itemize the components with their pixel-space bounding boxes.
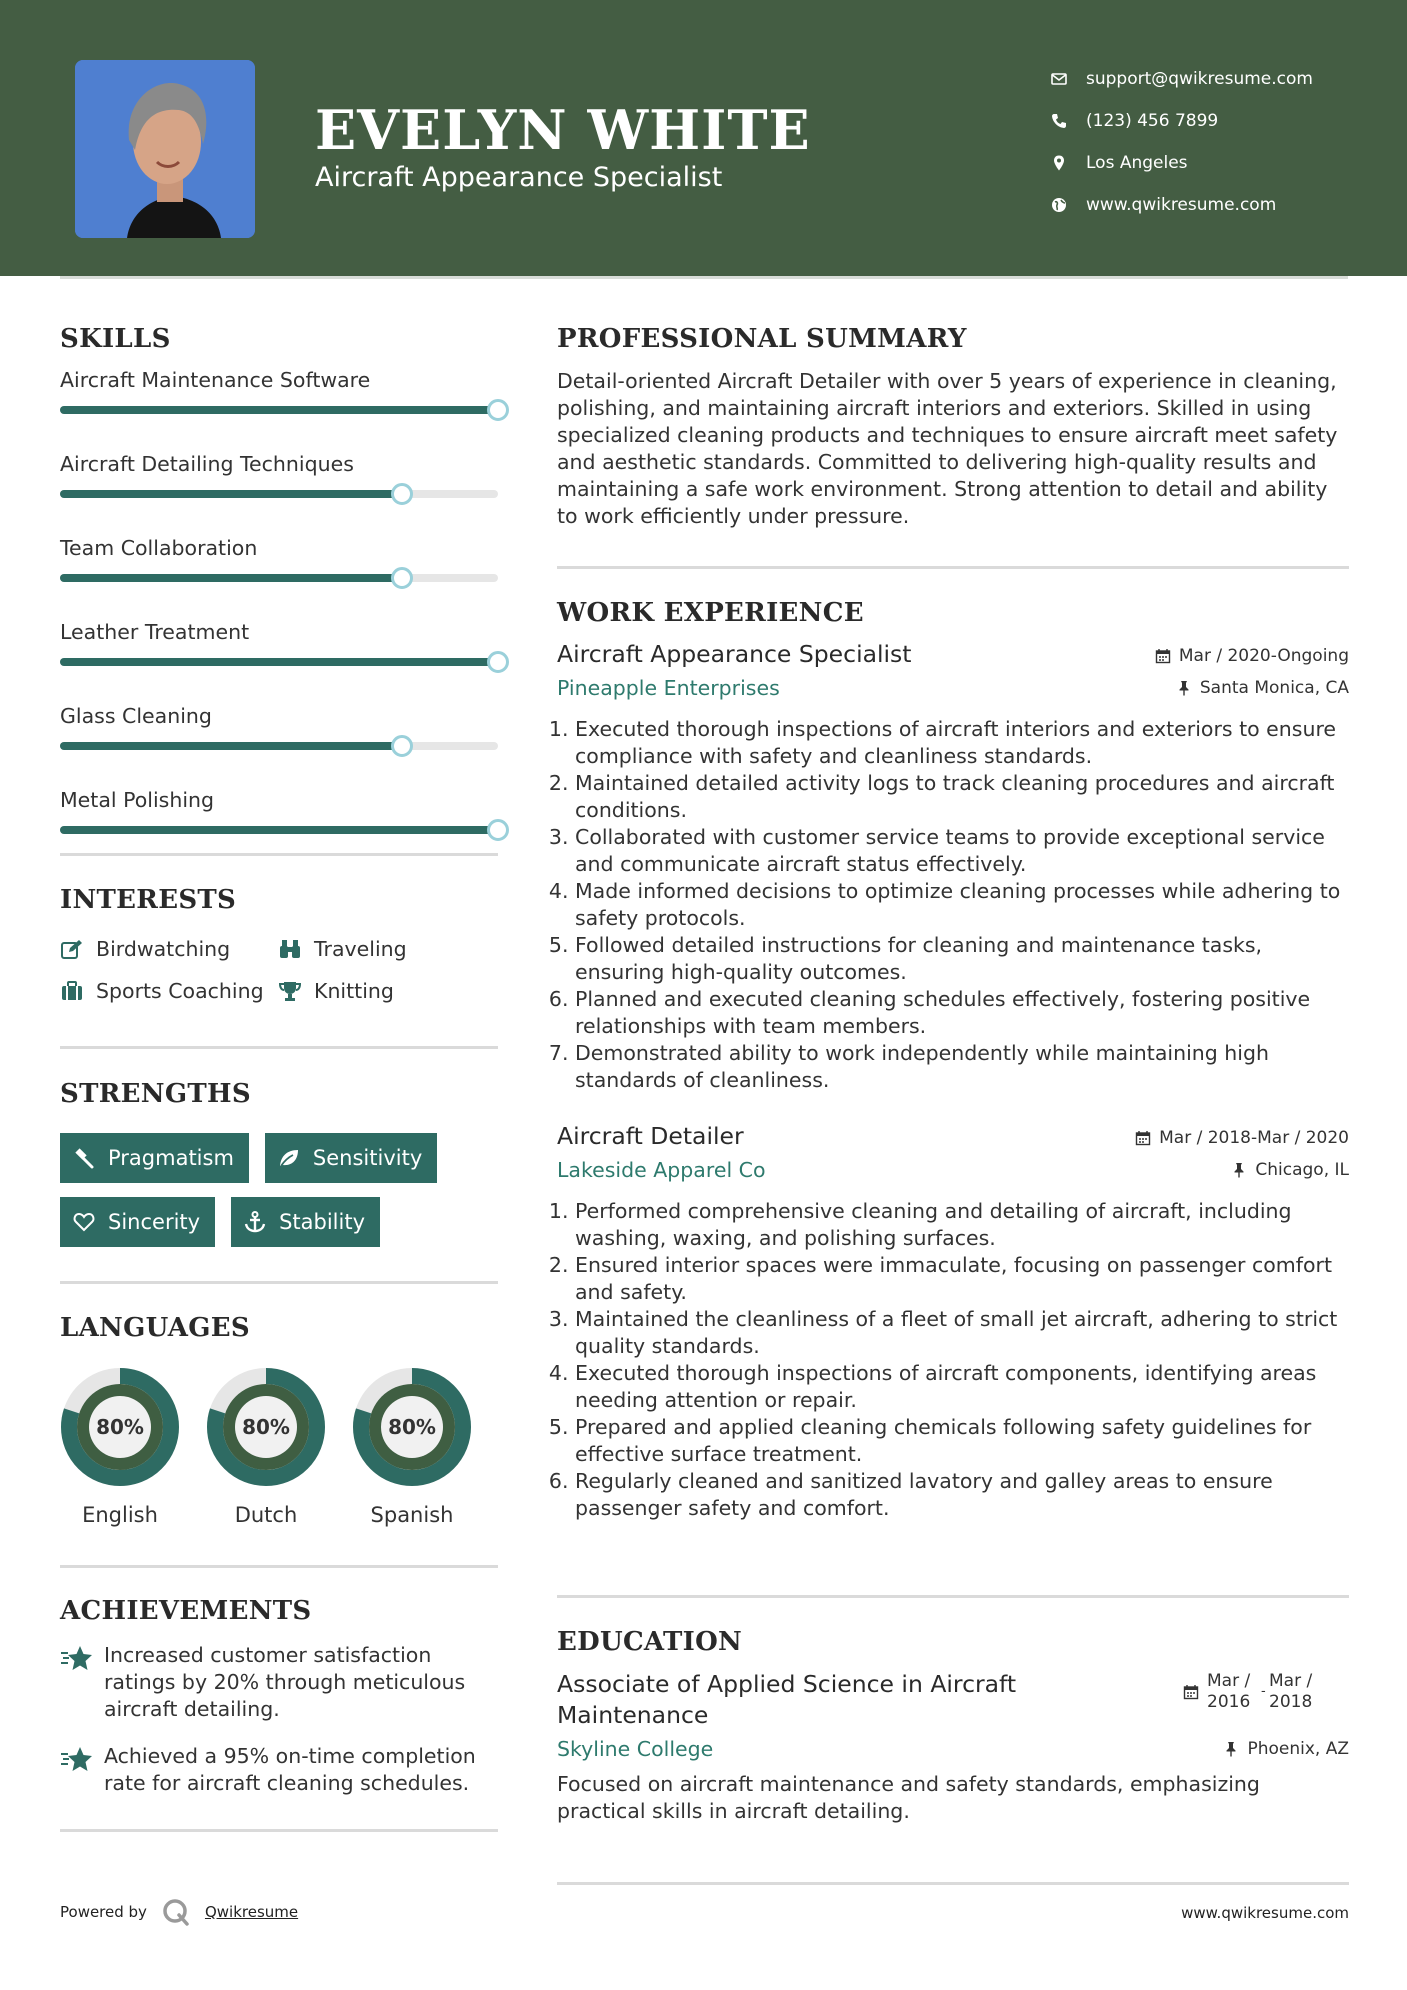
profile-photo [75, 60, 255, 238]
job-bullet: 1. Executed thorough inspections of aircraft interiors and exteriors to ensure compliance with safety and cleanliness standards. [575, 716, 1349, 770]
interest-item [278, 937, 498, 961]
anchor-icon [243, 1210, 267, 1234]
language-percent: 80% [242, 1415, 290, 1439]
qwikresume-logo-icon [161, 1897, 191, 1927]
phone-icon [1050, 112, 1068, 130]
skill-bar-knob [391, 735, 413, 757]
achievement-item [60, 1743, 498, 1797]
education-description: Focused on aircraft maintenance and safety standards, emphasizing practical skills in aircraft detailing. [557, 1772, 1260, 1823]
job-bullet: 6. Regularly cleaned and sanitized lavatory and galley areas to ensure passenger safety and comfort. [575, 1468, 1349, 1522]
job-bullet: 3. Maintained the cleanliness of a fleet of small jet aircraft, adhering to strict quality standards. [575, 1306, 1349, 1360]
language-ring [60, 1367, 180, 1487]
job-location-text: Santa Monica, CA [1199, 678, 1349, 698]
footer-website[interactable]: www.qwikresume.com [1181, 1904, 1349, 1922]
skill-bar-knob [487, 651, 509, 673]
job-bullet: 4. Made informed decisions to optimize cleaning processes while adhering to safety protocols. [575, 878, 1349, 932]
skill-bar-knob [487, 399, 509, 421]
skill-item [60, 452, 498, 498]
degree-name: Associate of Applied Science in Aircraft Maintenance [557, 1670, 1017, 1729]
job-bullets [557, 716, 1349, 1094]
skills-list [60, 368, 498, 834]
skill-name: Aircraft Detailing Techniques [60, 452, 354, 476]
skill-bar [60, 490, 498, 498]
interest-item [60, 979, 278, 1003]
skill-item [60, 368, 498, 414]
divider [557, 1882, 1349, 1885]
education-end-year: 2018 [1269, 1692, 1313, 1712]
divider [60, 853, 498, 856]
skill-bar-knob [487, 819, 509, 841]
interest-label: Birdwatching [96, 937, 231, 961]
skills-section [60, 324, 498, 872]
language-ring [352, 1367, 472, 1487]
job-bullet: 3. Collaborated with customer service teams to provide exceptional service and communicate aircraft status effectively. [575, 824, 1349, 878]
divider [60, 1281, 498, 1284]
envelope-icon [1050, 70, 1068, 88]
school-name: Skyline College [557, 1737, 714, 1761]
divider [60, 1046, 498, 1049]
experience-section [557, 598, 1349, 1522]
skill-bar-fill [60, 490, 402, 498]
skill-bar-fill [60, 742, 402, 750]
achievement-text: Increased customer satisfaction ratings by 20% through meticulous aircraft detailing. [104, 1643, 466, 1721]
education-end [1261, 1671, 1319, 1713]
globe-icon [1050, 196, 1068, 214]
job-entry [557, 640, 1349, 1094]
skill-bar-fill [60, 574, 402, 582]
contact-location-text: Los Angeles [1086, 153, 1188, 173]
skill-bar [60, 742, 498, 750]
leaf-icon [277, 1146, 301, 1170]
skill-item [60, 788, 498, 834]
interests-heading: INTERESTS [60, 885, 237, 915]
language-percent: 80% [388, 1415, 436, 1439]
skill-item [60, 536, 498, 582]
education-start-year: 2016 [1207, 1692, 1251, 1712]
job-dates [1135, 1128, 1349, 1148]
contact-list [1050, 58, 1313, 226]
interest-item [278, 979, 498, 1003]
skill-bar-fill [60, 658, 498, 666]
job-bullet: 4. Executed thorough inspections of aircraft components, identifying areas needing attention or repair. [575, 1360, 1349, 1414]
divider [557, 1595, 1349, 1598]
pencil-square-icon [60, 938, 84, 960]
languages-list [60, 1367, 498, 1527]
language-ring [206, 1367, 326, 1487]
languages-section [60, 1313, 498, 1527]
skill-bar-knob [391, 567, 413, 589]
trophy-icon [278, 980, 302, 1002]
divider [60, 1829, 498, 1832]
interests-list [60, 937, 498, 1003]
candidate-title: Aircraft Appearance Specialist [315, 162, 723, 193]
education-start-month: Mar / [1207, 1671, 1251, 1691]
divider [60, 1565, 498, 1568]
language-item [206, 1367, 326, 1527]
education-location-text: Phoenix, AZ [1247, 1739, 1349, 1759]
education-start [1207, 1671, 1269, 1713]
interest-label: Sports Coaching [96, 979, 264, 1003]
language-name: English [82, 1503, 158, 1527]
contact-location [1050, 142, 1313, 184]
job-bullet: 2. Maintained detailed activity logs to track cleaning procedures and aircraft conditions. [575, 770, 1349, 824]
skill-bar-knob [391, 483, 413, 505]
skill-bar [60, 406, 498, 414]
strengths-section [60, 1079, 498, 1261]
company-name: Lakeside Apparel Co [557, 1158, 766, 1182]
pushpin-icon [1231, 1162, 1247, 1178]
language-item [352, 1367, 472, 1527]
powered-by-text: Powered by [60, 1903, 147, 1921]
education-date-dash: - [1261, 1684, 1266, 1699]
contact-website-text: www.qwikresume.com [1086, 195, 1277, 215]
strength-badge [231, 1197, 380, 1247]
job-location [1176, 678, 1349, 698]
calendar-icon [1135, 1130, 1151, 1146]
heart-icon [72, 1210, 96, 1234]
job-dates-text: Mar / 2020-Ongoing [1178, 646, 1349, 666]
job-title: Aircraft Detailer [557, 1122, 744, 1150]
achievements-section [60, 1596, 498, 1797]
skill-name: Aircraft Maintenance Software [60, 368, 371, 392]
job-entry [557, 1122, 1349, 1522]
footer-left [60, 1897, 298, 1927]
skill-name: Metal Polishing [60, 788, 215, 812]
education-section [557, 1627, 1349, 1825]
binoculars-icon [278, 938, 302, 960]
education-heading: EDUCATION [557, 1627, 743, 1657]
job-title: Aircraft Appearance Specialist [557, 640, 912, 668]
contact-email-text: support@qwikresume.com [1086, 69, 1313, 89]
education-end-month: Mar / [1269, 1671, 1313, 1691]
interest-item [60, 937, 278, 961]
calendar-icon [1183, 1684, 1199, 1700]
summary-heading: PROFESSIONAL SUMMARY [557, 324, 967, 354]
job-dates [1155, 646, 1349, 666]
job-bullet: 1. Performed comprehensive cleaning and detailing of aircraft, including washing, waxing, and polishing surfaces. [575, 1198, 1349, 1252]
languages-heading: LANGUAGES [60, 1313, 250, 1343]
strength-label: Stability [279, 1210, 366, 1234]
strength-label: Pragmatism [108, 1146, 234, 1170]
skill-name: Leather Treatment [60, 620, 250, 644]
strength-badge [60, 1197, 215, 1247]
contact-website[interactable] [1050, 184, 1313, 226]
gavel-icon [72, 1146, 96, 1170]
interests-section [60, 885, 498, 1003]
job-bullet: 2. Ensured interior spaces were immaculate, focusing on passenger comfort and safety. [575, 1252, 1349, 1306]
job-bullet: 5. Prepared and applied cleaning chemicals following safety guidelines for effective surface treatment. [575, 1414, 1349, 1468]
job-location-text: Chicago, IL [1255, 1160, 1349, 1180]
education-entry [557, 1669, 1349, 1825]
job-dates-text: Mar / 2018-Mar / 2020 [1159, 1128, 1349, 1148]
skill-bar-fill [60, 826, 498, 834]
language-item [60, 1367, 180, 1527]
calendar-icon [1155, 648, 1171, 664]
pushpin-icon [1176, 680, 1192, 696]
achievement-item [60, 1642, 498, 1723]
skills-heading: SKILLS [60, 324, 171, 354]
skill-item [60, 704, 498, 750]
resume-header [0, 0, 1407, 276]
contact-email[interactable] [1050, 58, 1313, 100]
interest-label: Traveling [314, 937, 407, 961]
experience-heading: WORK EXPERIENCE [557, 598, 864, 628]
strength-label: Sensitivity [312, 1146, 423, 1170]
skill-bar-fill [60, 406, 498, 414]
job-location [1231, 1160, 1349, 1180]
skill-name: Glass Cleaning [60, 704, 212, 728]
skill-bar [60, 658, 498, 666]
strengths-heading: STRENGTHS [60, 1079, 251, 1109]
interest-label: Knitting [314, 979, 394, 1003]
map-pin-icon [1050, 154, 1068, 172]
header-divider [60, 276, 1348, 279]
briefcase-icon [60, 980, 84, 1002]
pushpin-icon [1223, 1741, 1239, 1757]
qwikresume-link[interactable]: Qwikresume [204, 1903, 299, 1921]
language-percent: 80% [96, 1415, 144, 1439]
achievement-text: Achieved a 95% on-time completion rate for aircraft cleaning schedules. [104, 1744, 476, 1795]
divider [557, 566, 1349, 569]
skill-name: Team Collaboration [60, 536, 258, 560]
job-bullets [557, 1198, 1349, 1522]
education-dates [1183, 1671, 1319, 1713]
job-bullet: 6. Planned and executed cleaning schedules effectively, fostering positive relationships with team members. [575, 986, 1349, 1040]
candidate-name: EVELYN WHITE [315, 98, 811, 162]
contact-phone[interactable] [1050, 100, 1313, 142]
achievements-heading: ACHIEVEMENTS [60, 1596, 312, 1626]
skill-bar [60, 574, 498, 582]
language-name: Spanish [370, 1503, 454, 1527]
skill-item [60, 620, 498, 666]
education-location [1223, 1739, 1349, 1759]
summary-text: Detail-oriented Aircraft Detailer with over 5 years of experience in cleaning, polishing, and maintaining aircraft interiors and exteriors. Skilled in using specialized cleaning products and techniques to ensure aircraft meet safety and aesthetic standards. Committed to delivering high-quality results and maintaining a safe work environment. Strong attention to detail and ability to work efficiently under pressure. [557, 369, 1338, 528]
strength-label: Sincerity [108, 1210, 201, 1234]
summary-section [557, 324, 1349, 530]
strength-badge [265, 1133, 437, 1183]
contact-phone-text: (123) 456 7899 [1086, 111, 1219, 131]
strengths-list [60, 1133, 498, 1247]
star-icon [60, 1745, 94, 1775]
skill-bar [60, 826, 498, 834]
strength-badge [60, 1133, 249, 1183]
language-name: Dutch [234, 1503, 298, 1527]
job-bullet: 5. Followed detailed instructions for cleaning and maintenance tasks, ensuring high-quality outcomes. [575, 932, 1349, 986]
star-icon [60, 1644, 94, 1674]
job-bullet: 7. Demonstrated ability to work independently while maintaining high standards of cleanliness. [575, 1040, 1349, 1094]
company-name: Pineapple Enterprises [557, 676, 780, 700]
